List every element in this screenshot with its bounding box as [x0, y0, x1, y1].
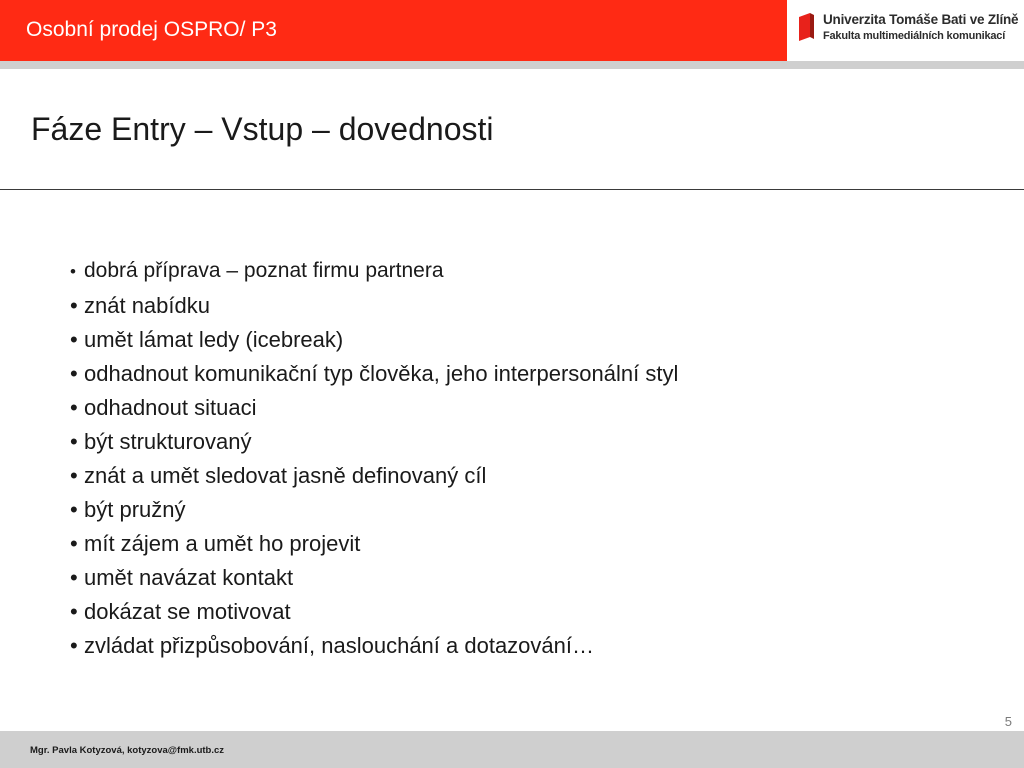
bullet-item: • odhadnout komunikační typ člověka, jeho interpersonální styl	[70, 361, 679, 386]
course-title: Osobní prodej OSPRO/ P3	[26, 18, 277, 41]
footer-bar	[0, 731, 1024, 768]
bullet-list	[70, 254, 678, 663]
bullet-item: • umět navázat kontakt	[70, 565, 294, 590]
slide-title: Fáze Entry – Vstup – dovednosti	[31, 111, 494, 147]
bullet-item: • dobrá příprava – poznat firmu partnera	[70, 259, 444, 282]
header-divider	[0, 61, 1024, 69]
page-number: 5	[1004, 714, 1012, 729]
footer-author: Mgr. Pavla Kotyzová, kotyzova@fmk.utb.cz	[30, 745, 225, 756]
bullet-item: • být pružný	[70, 497, 186, 522]
bullet-item: • znát a umět sledovat jasně definovaný cíl	[70, 463, 487, 488]
bullet-item: • dokázat se motivovat	[70, 599, 291, 624]
logo-faculty-name: Fakulta multimediálních komunikací	[823, 30, 1006, 42]
bullet-item: • umět lámat ledy (icebreak)	[70, 327, 344, 352]
utb-logo-icon	[799, 13, 814, 41]
bullet-item: • znát nabídku	[70, 293, 210, 318]
logo-university-name: Univerzita Tomáše Bati ve Zlíně	[823, 12, 1019, 27]
bullet-item: • být strukturovaný	[70, 429, 252, 454]
header-bar	[0, 0, 787, 61]
bullet-item: • odhadnout situaci	[70, 395, 257, 420]
university-logo	[787, 0, 1024, 61]
title-rule	[0, 189, 1024, 190]
bullet-item: • mít zájem a umět ho projevit	[70, 531, 361, 556]
bullet-item: • zvládat přizpůsobování, naslouchání a dotazování…	[70, 633, 594, 658]
